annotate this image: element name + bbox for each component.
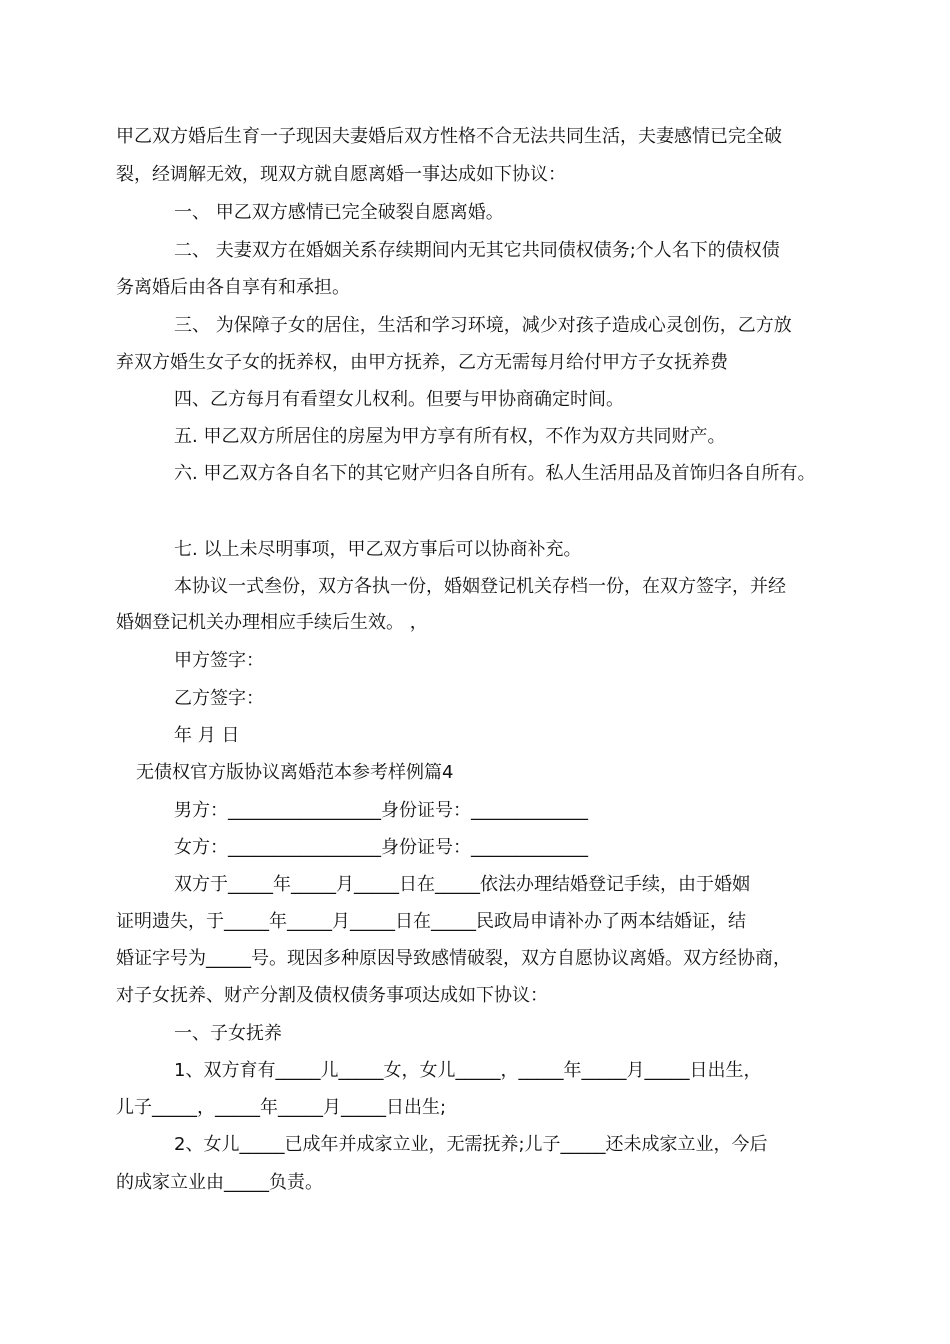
text-line: 2、女儿_____已成年并成家立业，无需抚养;儿子_____还未成家立业，今后 <box>174 1134 768 1155</box>
text-line: 婚证字号为_____号。现因多种原因导致感情破裂，双方自愿协议离婚。双方经协商， <box>116 948 791 969</box>
text-line: 婚姻登记机关办理相应手续后生效。 ， <box>116 612 428 633</box>
text-line: 双方于_____年_____月_____日在_____依法办理结婚登记手续，由于婚姻 <box>174 874 750 895</box>
text-line: 儿子_____，_____年_____月_____日出生; <box>116 1097 447 1118</box>
signature-label-party-a: 甲方签字： <box>174 650 264 671</box>
text-line: 二、 夫妻双方在婚姻关系存续期间内无其它共同债权债务;个人名下的债权债 <box>174 240 780 261</box>
text-line: 裂，经调解无效，现双方就自愿离婚一事达成如下协议： <box>116 164 566 185</box>
text-line: 七. 以上未尽明事项，甲乙双方事后可以协商补充。 <box>174 539 582 560</box>
section-title: 无债权官方版协议离婚范本参考样例篇4 <box>136 762 454 783</box>
text-line: 一、 甲乙双方感情已完全破裂自愿离婚。 <box>174 202 504 223</box>
text-line: 三、 为保障子女的居住，生活和学习环境，减少对孩子造成心灵创伤，乙方放 <box>174 315 792 336</box>
text-line: 证明遗失，于_____年_____月_____日在_____民政局申请补办了两本结婚证，结 <box>116 911 746 932</box>
date-line: 年 月 日 <box>174 725 240 746</box>
text-line: 的成家立业由_____负责。 <box>116 1172 323 1193</box>
text-line: 一、子女抚养 <box>174 1023 282 1044</box>
text-line: 四、乙方每月有看望女儿权利。但要与甲协商确定时间。 <box>174 389 624 410</box>
text-line: 六. 甲乙双方各自名下的其它财产归各自所有。私人生活用品及首饰归各自所有。 <box>174 463 816 484</box>
text-line: 弃双方婚生女子女的抚养权，由甲方抚养，乙方无需每月给付甲方子女抚养费 <box>116 352 728 373</box>
text-line: 对子女抚养、财产分割及债权债务事项达成如下协议： <box>116 985 548 1006</box>
text-line: 甲乙双方婚后生育一子现因夫妻婚后双方性格不合无法共同生活，夫妻感情已完全破 <box>116 126 782 147</box>
text-line: 务离婚后由各自享有和承担。 <box>116 277 350 298</box>
text-line: 男方：_________________身份证号：_____________ <box>174 800 588 821</box>
text-line: 1、双方育有_____儿_____女，女儿_____，_____年_____月_____日出生， <box>174 1060 762 1081</box>
text-line: 本协议一式叁份，双方各执一份，婚姻登记机关存档一份，在双方签字，并经 <box>174 576 786 597</box>
text-line: 女方：_________________身份证号：_____________ <box>174 837 588 858</box>
text-line: 五. 甲乙双方所居住的房屋为甲方享有所有权，不作为双方共同财产。 <box>174 426 726 447</box>
signature-label-party-b: 乙方签字： <box>174 688 264 709</box>
